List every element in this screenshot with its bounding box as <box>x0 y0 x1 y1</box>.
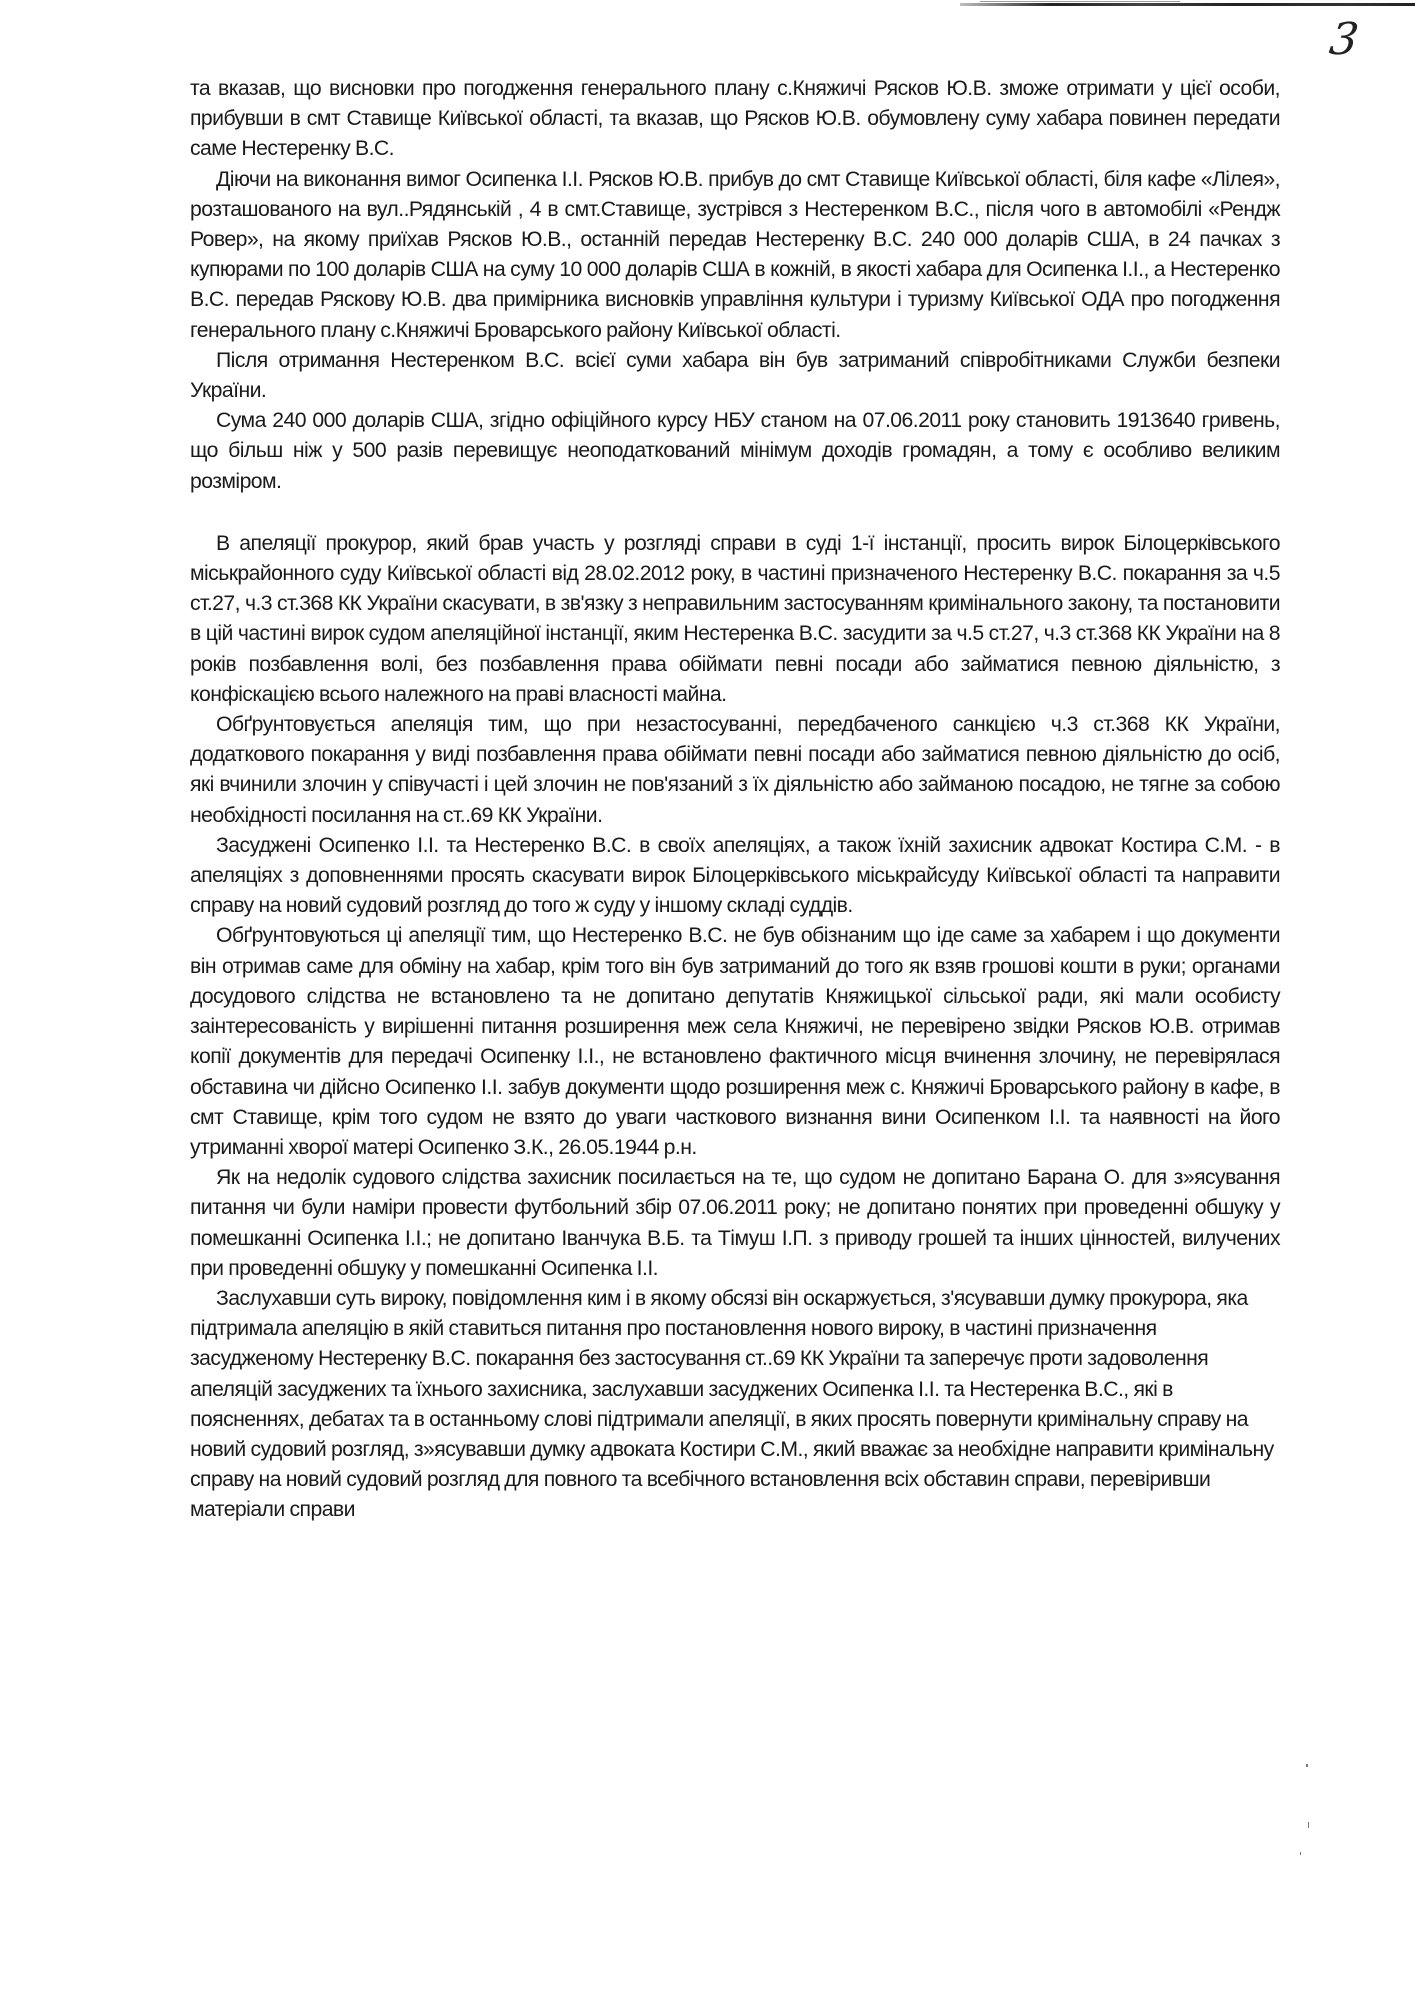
scan-speck <box>1308 1822 1309 1828</box>
paragraph-prosecutor-appeal: В апеляції прокурор, який брав участь у розгляді справи в суді 1-ї інстанції, просить вирок Білоцерківського міськрайонного суду Київської області від 28.02.2012 року, в частині призначеного Нестеренку В.С. покарання за ч.5 ст.27, ч.3 ст.368 КК України скасувати, в зв'язку з неправильним застосуванням кримінального закону, та постановити в цій частині вирок судом апеляційної інстанції, яким Нестеренка В.С. засудити за ч.5 ст.27, ч.3 ст.368 КК України на 8 років позбавлення волі, без позбавлення права обіймати певні посади або займатися певною діяльністю, з конфіскацією всього належного на праві власності майна. <box>190 531 1280 706</box>
scan-speck <box>1306 1764 1308 1767</box>
scan-speck <box>1300 1852 1301 1855</box>
document-body <box>190 74 1280 1526</box>
paragraph-bribe-handover: Діючи на виконання вимог Осипенка І.І. Рясков Ю.В. прибув до смт Ставище Київської області, біля кафе «Лілея», розташованого на вул..Рядянській , 4 в смт.Ставище, зустрівся з Нестеренком В.С., після чого в автомобілі «Рендж Ровер», на якому приїхав Рясков Ю.В., останній передав Нестеренку В.С. 240 000 доларів США, в 24 пачках з купюрами по 100 доларів США на суму 10 000 доларів США в кожній, в якості хабара для Осипенка І.І., а Нестеренко В.С. передав Ряскову Ю.В. два примірника висновків управління культури і туризму Київської ОДА про погодження генерального плану с.Княжичі Броварського району Київської області. <box>190 167 1280 342</box>
paragraph-amount: Сума 240 000 доларів США, згідно офіційного курсу НБУ станом на 07.06.2011 року становить 1913640 гривень, що більш ніж у 500 разів перевищує неоподаткований мінімум доходів громадян, а тому є особливо великим розміром. <box>190 409 1280 493</box>
paragraph-court-hearing: Заслухавши суть вироку, повідомлення ким і в якому обсязі він оскаржується, з'ясувавши думку прокурора, яка підтримала апеляцію в якій ставиться питання про постановлення нового вироку, в частині призначення засудженому Нестеренку В.С. покарання без застосування ст..69 КК України та заперечує проти задоволення апеляцій засуджених та їхнього захисника, заслухавши засуджених Осипенка І.І. та Нестеренка В.С., які в поясненнях, дебатах та в останньому слові підтримали апеляції, в яких просять повернути кримінальну справу на новий судовий розгляд, з»ясувавши думку адвоката Костири С.М., який вважає за необхідне направити кримінальну справу на новий судовий розгляд для повного та всебічного встановлення всіх обставин справи, перевіривши матеріали справи <box>190 1286 1274 1522</box>
scan-border-line-faint <box>980 1 1180 2</box>
paragraph-detention: Після отримання Нестеренком В.С. всієї суми хабара він був затриманий співробітниками Служби безпеки України. <box>190 348 1280 403</box>
paragraph-convicts-grounds: Обґрунтовуються ці апеляції тим, що Нестеренко В.С. не був обізнаним що іде саме за хабарем і що документи він отримав саме для обміну на хабар, крім того він був затриманий до того як взяв грошові кошти в руки; органами досудового слідства не встановлено та не допитано депутатів Княжицької сільської ради, які мали особисту заінтересованість у вирішенні питання розширення меж села Княжичі, не перевірено звідки Рясков Ю.В. отримав копії документів для передачі Осипенку І.І., не встановлено фактичного місця вчинення злочину, не перевірялася обставина чи дійсно Осипенко І.І. забув документи щодо розширення меж с. Княжичі Броварського району в кафе, в смт Ставище, крім того судом не взято до уваги часткового визнання вини Осипенком І.І. та наявності на його утриманні хворої матері Осипенко З.К., 26.05.1944 р.н. <box>190 924 1280 1159</box>
page-number: 3 <box>1326 14 1362 65</box>
scan-border-line <box>960 3 1415 6</box>
paragraph-appeal-grounds: Обґрунтовується апеляція тим, що при незастосуванні, передбаченого санкцією ч.3 ст.368 КК України, додаткового покарання у виді позбавлення права обіймати певні посади або займатися певною діяльністю до осіб, які вчинили злочин у співучасті і цей злочин не пов'язаний з їх діяльністю або займаною посадою, не тягне за собою необхідності посилання на ст..69 КК України. <box>190 713 1280 827</box>
paragraph-convicts-appeal: Засуджені Осипенко І.І. та Нестеренко В.С. в своїх апеляціях, а також їхній захисник адвокат Костира С.М. - в апеляціях з доповненнями просять скасувати вирок Білоцерківського міськрайсуду Київської області та направити справу на новий судовий розгляд до того ж суду у іншому складі суддів. <box>190 833 1280 918</box>
paragraph-continuation: та вказав, що висновки про погодження генерального плану с.Княжичі Рясков Ю.В. зможе отримати у цієї особи, прибувши в смт Ставище Київської області, та вказав, що Рясков Ю.В. обумовлену суму хабара повинен передати саме Нестеренку В.С. <box>190 77 1280 161</box>
paragraph-defense-objections: Як на недолік судового слідства захисник посилається на те, що судом не допитано Барана О. для з»ясування питання чи були наміри провести футбольний збір 07.06.2011 року; не допитано понятих при проведенні обшуку у помешканні Осипенка І.І.; не допитано Іванчука В.Б. та Тімуш І.П. з приводу грошей та інших цінностей, вилучених при проведенні обшуку у помешканні Осипенка І.І. <box>190 1166 1280 1280</box>
